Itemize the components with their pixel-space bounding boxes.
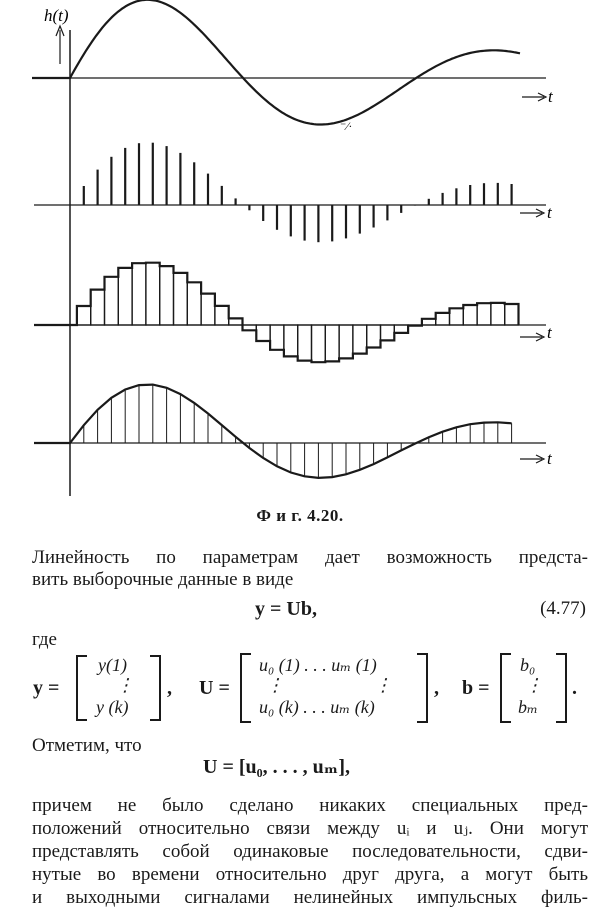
y-left-bracket — [76, 655, 87, 721]
step-bar — [132, 263, 146, 325]
where-word: где — [32, 629, 57, 650]
staircase-outline — [34, 263, 519, 363]
step-bar — [312, 325, 326, 362]
period: . — [572, 677, 577, 699]
y-entry: y (k) — [96, 697, 129, 717]
b-entry: bₘ — [518, 697, 539, 717]
U-matrix-label: U = — [199, 677, 230, 699]
equation-number: (4.77) — [540, 598, 586, 619]
t-label-4: t — [547, 449, 552, 468]
step-bar — [256, 325, 270, 341]
step-bar — [77, 306, 91, 325]
step-bar — [270, 325, 284, 350]
panel-impulse-samples — [34, 143, 553, 243]
paragraph-line: Линейность по параметрам дает возможность предста- — [32, 547, 588, 568]
U-right-bracket — [417, 653, 428, 723]
step-bar — [160, 266, 174, 325]
equation-U-columns: U = [u₀, . . . , uₘ], — [203, 756, 350, 778]
paragraph-line: и выходными сигналами нелинейных импульсных филь- — [32, 887, 588, 908]
b-right-bracket — [556, 653, 567, 723]
b-left-bracket — [500, 653, 511, 723]
step-bar — [118, 268, 132, 325]
y-right-bracket — [150, 655, 161, 721]
paragraph-line: представлять собой одинаковые последовательности, сдви- — [32, 841, 588, 862]
step-bar — [298, 325, 312, 361]
impulse-response-curve — [32, 0, 520, 124]
U-row: ⋮ ⋮ — [266, 675, 392, 695]
note-line: Отметим, что — [32, 735, 142, 756]
figure-caption: Ф и г. 4.20. — [256, 506, 344, 525]
panel-interpolated-response — [34, 385, 553, 478]
step-bar — [339, 325, 353, 358]
comma: , — [167, 677, 172, 699]
polygonal-response-curve — [34, 385, 512, 478]
U-row: u₀ (k) . . . uₘ (k) — [259, 697, 375, 717]
step-bar — [146, 263, 160, 325]
b-entry: b₀ — [520, 655, 536, 675]
staircase-bars — [34, 263, 519, 363]
t-label-3: t — [547, 323, 552, 342]
step-bar — [325, 325, 339, 361]
paragraph-line: вить выборочные данные в виде — [32, 569, 294, 590]
step-bar — [463, 305, 477, 325]
step-bar — [174, 273, 188, 325]
step-bar — [394, 325, 408, 333]
U-left-bracket — [240, 653, 251, 723]
scan-speck: ⁻⁄· — [340, 119, 353, 133]
equation-4-77: y = Ub, — [255, 598, 317, 620]
panel-step-approximation — [34, 263, 553, 363]
step-bar — [477, 303, 491, 325]
y-axis-label: h(t) — [44, 6, 69, 25]
t-label-2: t — [547, 203, 552, 222]
paragraph-line: нутые во времени относительно друг друга, а могут быть — [32, 864, 588, 885]
b-entry: ⋮ — [525, 675, 543, 695]
step-bar — [367, 325, 381, 348]
step-bar — [450, 308, 464, 325]
step-bar — [215, 306, 229, 325]
panel-continuous-response — [32, 0, 554, 124]
step-bar — [353, 325, 367, 354]
b-vector-label: b = — [462, 677, 490, 699]
y-entry: y(1) — [98, 655, 127, 675]
paragraph-line: положений относительно связи между uᵢ и uⱼ. Они могут — [32, 818, 588, 839]
step-bar — [105, 277, 119, 325]
U-row: u₀ (1) . . . uₘ (1) — [259, 655, 377, 675]
step-bar — [491, 303, 505, 325]
t-label-1: t — [548, 87, 553, 106]
step-bar — [284, 325, 298, 356]
step-bar — [201, 294, 215, 325]
paragraph-line: причем не было сделано никаких специальных пред- — [32, 795, 588, 816]
step-bar — [505, 304, 519, 325]
step-bar — [91, 290, 105, 325]
y-vector-label: y = — [33, 677, 60, 699]
comma: , — [434, 677, 439, 699]
y-entry: ⋮ — [116, 675, 134, 695]
sample-impulses — [84, 143, 512, 243]
step-bar — [187, 282, 201, 325]
step-bar — [381, 325, 395, 340]
step-bar — [436, 313, 450, 325]
